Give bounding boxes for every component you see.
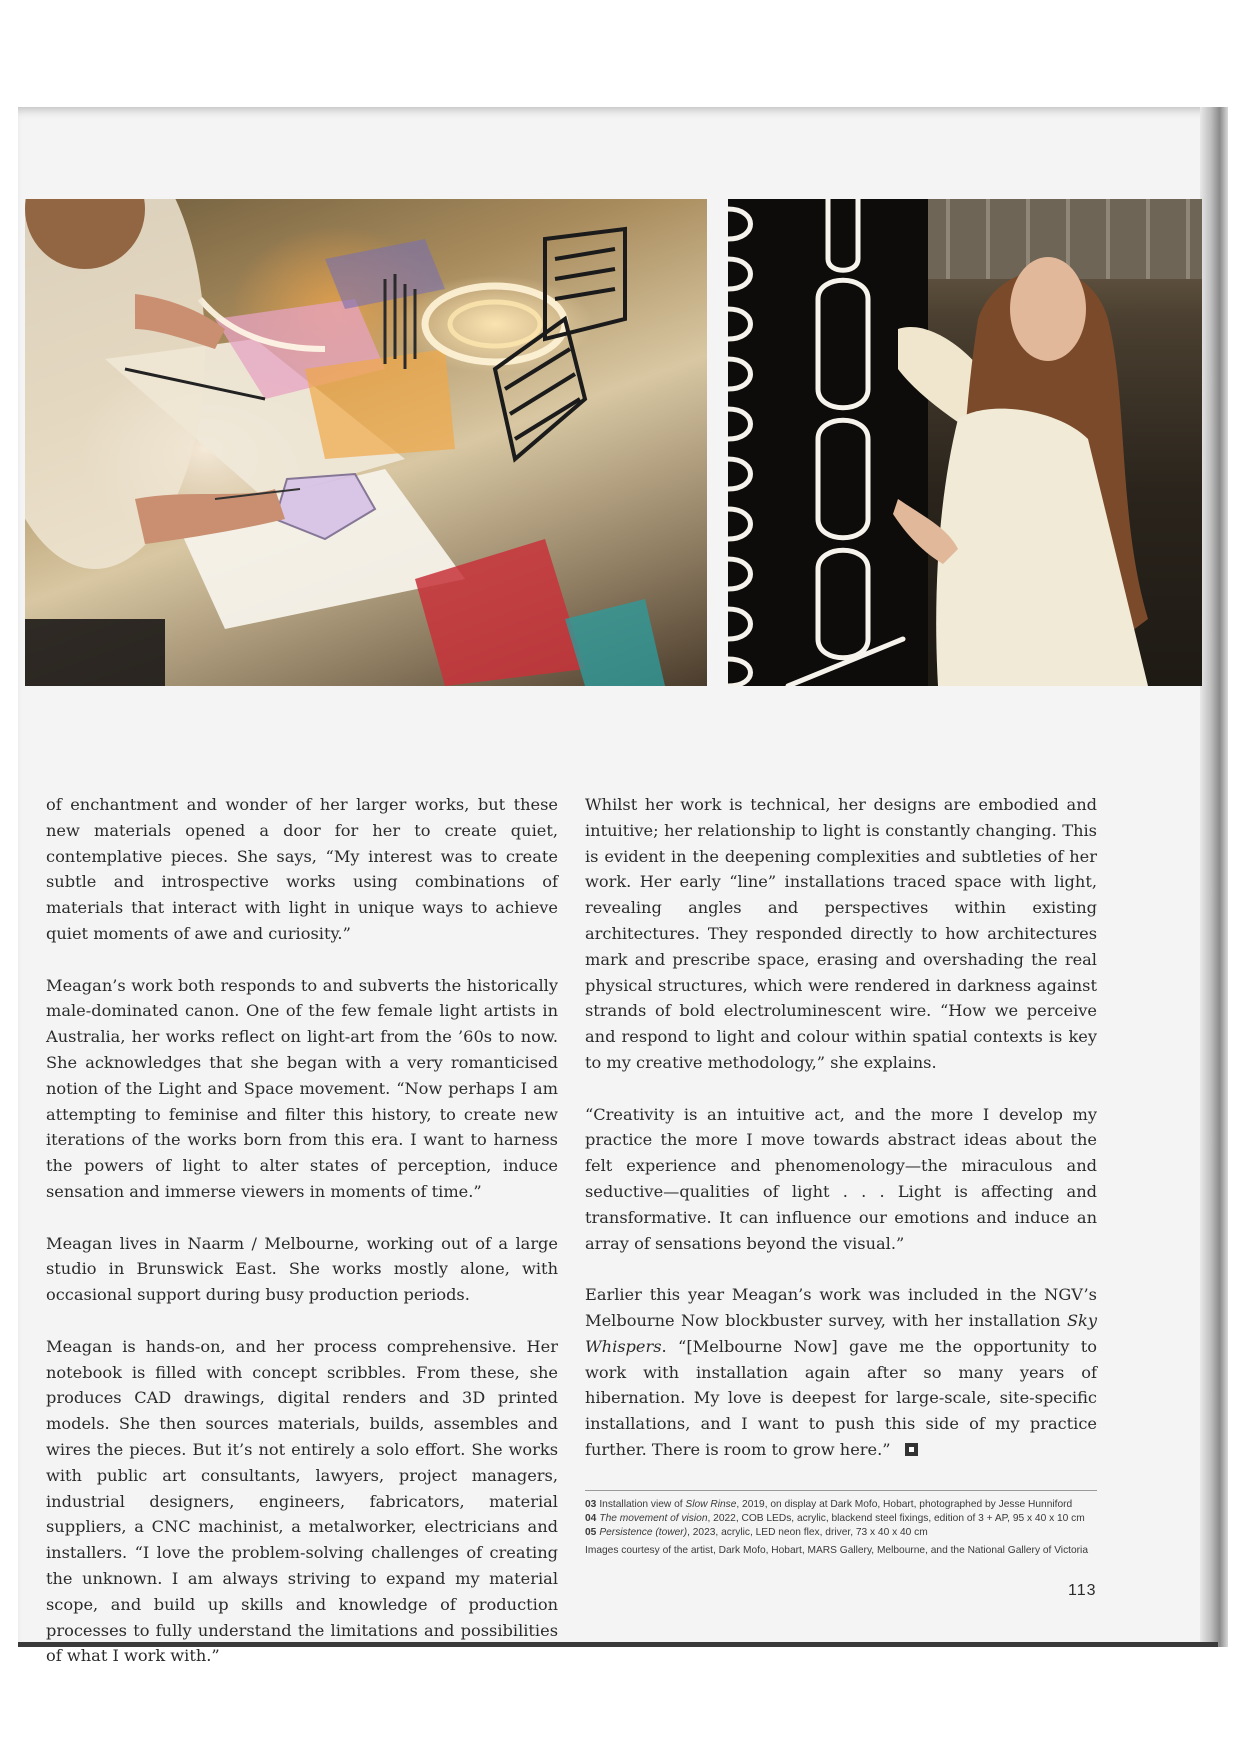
artist-portrait-photo	[728, 199, 1202, 686]
caption-text: , 2019, on display at Dark Mofo, Hobart, photographed by Jesse Hunniford	[736, 1499, 1073, 1510]
caption-artwork-title: Slow Rinse	[685, 1499, 737, 1510]
end-of-article-icon	[905, 1443, 918, 1456]
artist-portrait-illustration	[728, 199, 1202, 686]
caption-artwork-title: Persistence (tower)	[599, 1527, 688, 1538]
body-paragraph: of enchantment and wonder of her larger works, but these new materials opened a door for her to create quiet, contemplative pieces. She says, “My interest was to create subtle and introspective works using combinations of materials that interact with light in unique ways to achieve quiet moments of awe and curiosity.”	[46, 795, 558, 943]
body-paragraph: Whilst her work is technical, her designs are embodied and intuitive; her relationship to light is constantly changing. This is evident in the deepening complexities and subtleties of her work. Her early “line” installations traced space with light, revealing angles and perspectives within existing architectures. They responded directly to how architectures mark and prescribe space, erasing and overshading the real physical structures, which were rendered in darkness against strands of bold electroluminescent wire. “How we perceive and respond to light and colour within spatial contexts is key to my creative methodology,” she explains.	[585, 795, 1097, 1072]
caption-artwork-title: The movement of vision	[599, 1513, 708, 1524]
caption-number: 03	[585, 1499, 597, 1510]
studio-desk-illustration	[25, 199, 707, 686]
artwork-title: Sky Whispers	[585, 1310, 1097, 1356]
image-captions	[585, 1490, 1097, 1558]
body-paragraph: Meagan lives in Naarm / Melbourne, working out of a large studio in Brunswick East. She works mostly alone, with occasional support during busy production periods.	[46, 1233, 558, 1305]
caption-line	[585, 1498, 1097, 1512]
page-number: 113	[1068, 1582, 1097, 1599]
body-paragraph: “Creativity is an intuitive act, and the more I develop my practice the more I move towards abstract ideas about the felt experience and phenomenology—the miraculous and seductive—qualities of light . . . Light is affecting and transformative. It can influence our emotions and induce an array of sensations beyond the visual.”	[585, 1104, 1097, 1253]
caption-line	[585, 1512, 1097, 1526]
studio-desk-photo	[25, 199, 707, 686]
paragraph-text: Earlier this year Meagan’s work was included in the NGV’s Melbourne Now blockbuster survey, with her installation	[585, 1285, 1097, 1330]
body-paragraph: Meagan is hands-on, and her process comprehensive. Her notebook is filled with concept scribbles. From these, she produces CAD drawings, digital renders and 3D printed models. She then sources materials, builds, assembles and wires the pieces. But it’s not entirely a solo effort. She works with public art consultants, lawyers, project managers, industrial designers, engineers, fabricators, material suppliers, a CNC machinist, a metalworker, electricians and installers. “I love the problem-solving challenges of creating the unknown. I am always striving to expand my material scope, and build up skills and knowledge of production processes to fully understand the limitations and possibilities of what I work with.”	[46, 1336, 558, 1666]
body-paragraph: Meagan’s work both responds to and subverts the historically male-dominated canon. One of the few female light artists in Australia, her works reflect on light-art from the ’60s to now. She acknowledges that she began with a very romanticised notion of the Light and Space movement. “Now perhaps I am attempting to feminise and filter this history, to create new iterations of the works born from this era. I want to harness the powers of light to alter states of perception, induce sensation and immerse viewers in moments of time.”	[46, 975, 558, 1201]
caption-number: 04	[585, 1513, 597, 1524]
caption-text: Installation view of	[599, 1499, 686, 1510]
page-edge	[1200, 107, 1228, 1647]
caption-line	[585, 1526, 1097, 1540]
caption-text: , 2023, acrylic, LED neon flex, driver, 73 x 40 x 40 cm	[687, 1527, 928, 1538]
body-paragraph	[585, 1282, 1097, 1463]
article-column-right	[585, 792, 1097, 1489]
paragraph-text: . “[Melbourne Now] gave me the opportunity to work with installation again after so many years of hibernation. My love is deepest for large-scale, site-specific installations, and I want to push this side of my practice further. There is room to grow here.”	[585, 1336, 1097, 1459]
image-credits: Images courtesy of the artist, Dark Mofo, Hobart, MARS Gallery, Melbourne, and the National Gallery of Victoria	[585, 1545, 1088, 1556]
article-column-left	[46, 792, 558, 1695]
caption-text: , 2022, COB LEDs, acrylic, blackend steel fixings, edition of 3 + AP, 95 x 40 x 10 cm	[707, 1513, 1085, 1524]
caption-number: 05	[585, 1527, 597, 1538]
